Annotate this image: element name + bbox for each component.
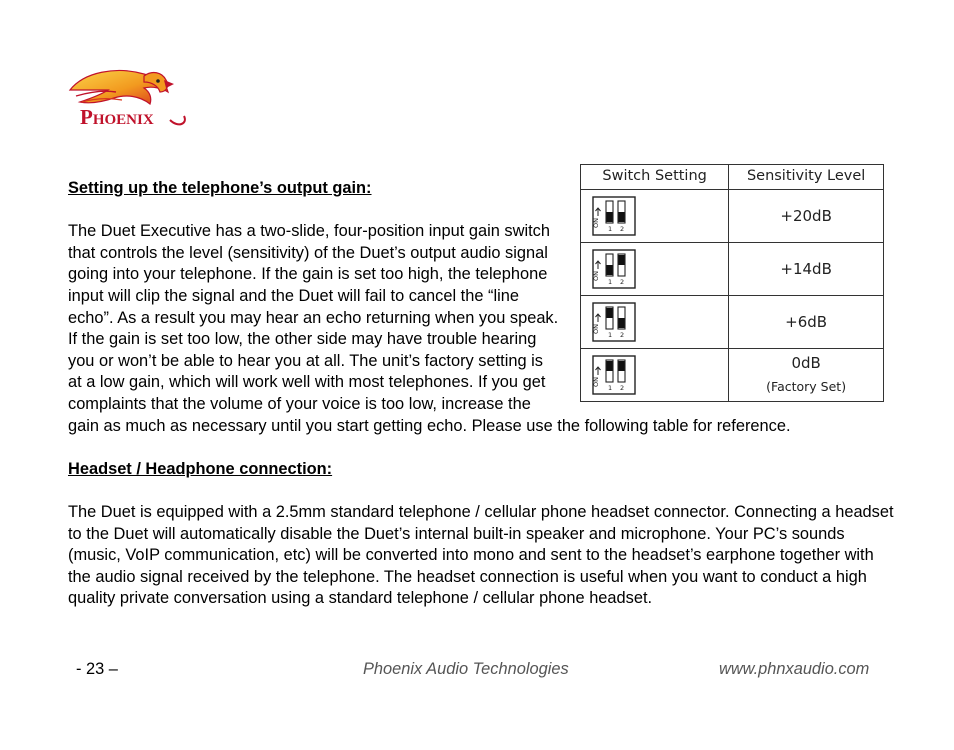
switch-knob: [607, 308, 613, 318]
table-row: [581, 349, 884, 402]
level-value: +6dB: [785, 312, 828, 331]
dip-switch-icon: [592, 196, 636, 236]
switch-knob: [607, 265, 613, 275]
level-cell: [729, 243, 884, 296]
level-cell: [729, 349, 884, 402]
switch-knob: [607, 212, 613, 222]
switch-cell: [581, 190, 729, 243]
level-cell: [729, 296, 884, 349]
header-sensitivity-level: Sensitivity Level: [729, 165, 884, 190]
page-number: - 23 –: [76, 660, 118, 678]
table-header-row: [581, 165, 884, 190]
logo-text-big: P: [80, 105, 93, 129]
switch-on-label: ON: [592, 324, 600, 334]
output-gain-paragraph: The Duet Executive has a two-slide, four-position input gain switch that controls the level (sensitivity) of the Duet’s output audio signal going into your telephone. If the gain is set too high, the telephone input will clip the signal and the Duet will fail to cancel the “line echo”. As a result you may hear an echo returning when you speak. If the gain is set too low, the other side may have trouble hearing you or won’t be able to hear you at all. The unit’s factory setting is at a low gain, which will work well with most telephones. If you get complaints that the volume of your voice is too low, increase the gain as much as necessary until you start getting echo. Please use the following table for reference.: [68, 222, 791, 435]
dip-switch-icon: [592, 249, 636, 289]
switch-number-label: 1: [608, 225, 613, 233]
gain-table-wrapper: [580, 164, 886, 394]
level-value: +20dB: [780, 206, 832, 225]
section-heading-headset: Headset / Headphone connection:: [68, 459, 333, 478]
footer-url: www.phnxaudio.com: [719, 660, 870, 678]
table-row: [581, 190, 884, 243]
table-row: [581, 243, 884, 296]
logo-wordmark: [80, 107, 154, 128]
dip-switch-icon: [592, 355, 636, 395]
page-footer: [0, 660, 954, 682]
switch-number-label: 2: [620, 278, 625, 286]
header-switch-setting: Switch Setting: [581, 165, 729, 190]
logo-text-small: HOENIX: [92, 112, 154, 128]
switch-knob: [619, 212, 625, 222]
section-heading-output-gain: Setting up the telephone’s output gain:: [68, 179, 372, 197]
switch-knob: [607, 361, 613, 371]
switch-number-label: 2: [620, 331, 625, 339]
switch-number-label: 1: [608, 384, 613, 392]
switch-number-label: 2: [620, 384, 625, 392]
switch-cell: [581, 349, 729, 402]
level-value: +14dB: [780, 259, 832, 278]
switch-knob: [619, 361, 625, 371]
switch-knob: [619, 255, 625, 265]
switch-number-label: 1: [608, 278, 613, 286]
switch-number-label: 1: [608, 331, 613, 339]
table-row: [581, 296, 884, 349]
switch-on-label: ON: [592, 271, 600, 281]
switch-on-label: ON: [592, 377, 600, 387]
switch-on-label: ON: [592, 218, 600, 228]
switch-number-label: 2: [620, 225, 625, 233]
level-value: 0dB: [791, 354, 821, 373]
switch-knob: [619, 318, 625, 328]
gain-table: [580, 164, 884, 402]
factory-set-note: (Factory Set): [766, 379, 847, 394]
dip-switch-icon: [592, 302, 636, 342]
footer-company: Phoenix Audio Technologies: [363, 660, 569, 678]
switch-cell: [581, 243, 729, 296]
level-cell: [729, 190, 884, 243]
headset-paragraph: The Duet is equipped with a 2.5mm standard telephone / cellular phone headset connector. Connecting a headset to the Duet will automatically disable the Duet’s internal built-in speaker and microphone. Your PC’s sounds (music, VoIP communication, etc) will be converted into mono and sent to the headset’s earphone together with the audio signal received by the telephone. The headset connection is useful when you want to conduct a high quality private conversation using a standard telephone / cellular phone headset.: [68, 502, 894, 608]
page-content: [68, 168, 898, 610]
switch-cell: [581, 296, 729, 349]
